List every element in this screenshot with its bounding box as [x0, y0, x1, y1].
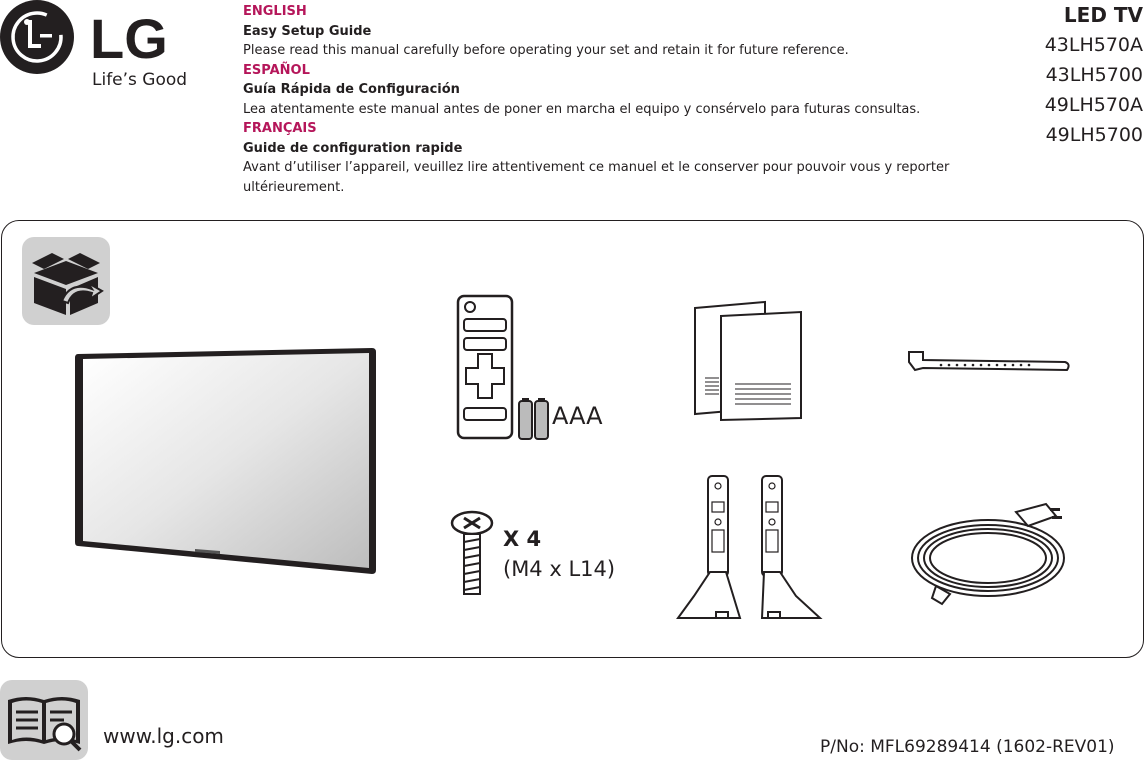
guide-text-english: Please read this manual carefully before operating your set and retain it for future reference. — [243, 43, 849, 58]
model-list — [1045, 0, 1143, 150]
product-type: LED TV — [1063, 3, 1143, 27]
stand-icon — [676, 472, 824, 624]
guide-text-spanish: Lea atentamente este manual antes de poner en marcha el equipo y consérvelo para futuras consultas. — [243, 101, 921, 117]
unbox-icon — [22, 237, 110, 325]
remote-icon — [456, 294, 516, 440]
logo-text: LG — [90, 7, 168, 70]
guide-title-spanish: Guía Rápida de Configuración — [243, 82, 460, 97]
website-link[interactable]: www.lg.com — [103, 724, 224, 748]
guide-title-french: Guide de configuration rapide — [243, 140, 463, 156]
book-search-icon — [0, 680, 88, 760]
model-4: 49LH5700 — [1045, 124, 1143, 146]
screw-quantity: X 4 — [503, 527, 542, 551]
guide-text-french: Avant d’utiliser l’appareil, veuillez lire attentivement ce manuel et le conserver pour pouvoir vous y reporter ultérieurement. — [243, 160, 950, 195]
tagline: Life’s Good — [92, 70, 188, 90]
model-2: 43LH5700 — [1045, 64, 1143, 86]
lang-spanish: ESPAÑOL — [243, 62, 310, 78]
guide-title-english: Easy Setup Guide — [243, 23, 372, 39]
cable-tie-icon — [905, 348, 1073, 376]
tv-icon — [75, 346, 380, 578]
part-number: P/No: MFL69289414 (1602-REV01) — [820, 737, 1115, 757]
battery-label: AAA — [552, 402, 603, 430]
lang-english: ENGLISH — [243, 4, 307, 19]
manual-icon — [693, 300, 805, 422]
battery-icon — [517, 397, 551, 441]
model-1: 43LH570A — [1044, 34, 1143, 56]
screw-size: (M4 x L14) — [503, 557, 616, 581]
screw-icon — [450, 510, 494, 598]
language-instructions — [243, 2, 1003, 197]
power-cord-icon — [906, 500, 1074, 610]
model-3: 49LH570A — [1044, 94, 1143, 116]
lang-french: FRANÇAIS — [243, 121, 317, 136]
